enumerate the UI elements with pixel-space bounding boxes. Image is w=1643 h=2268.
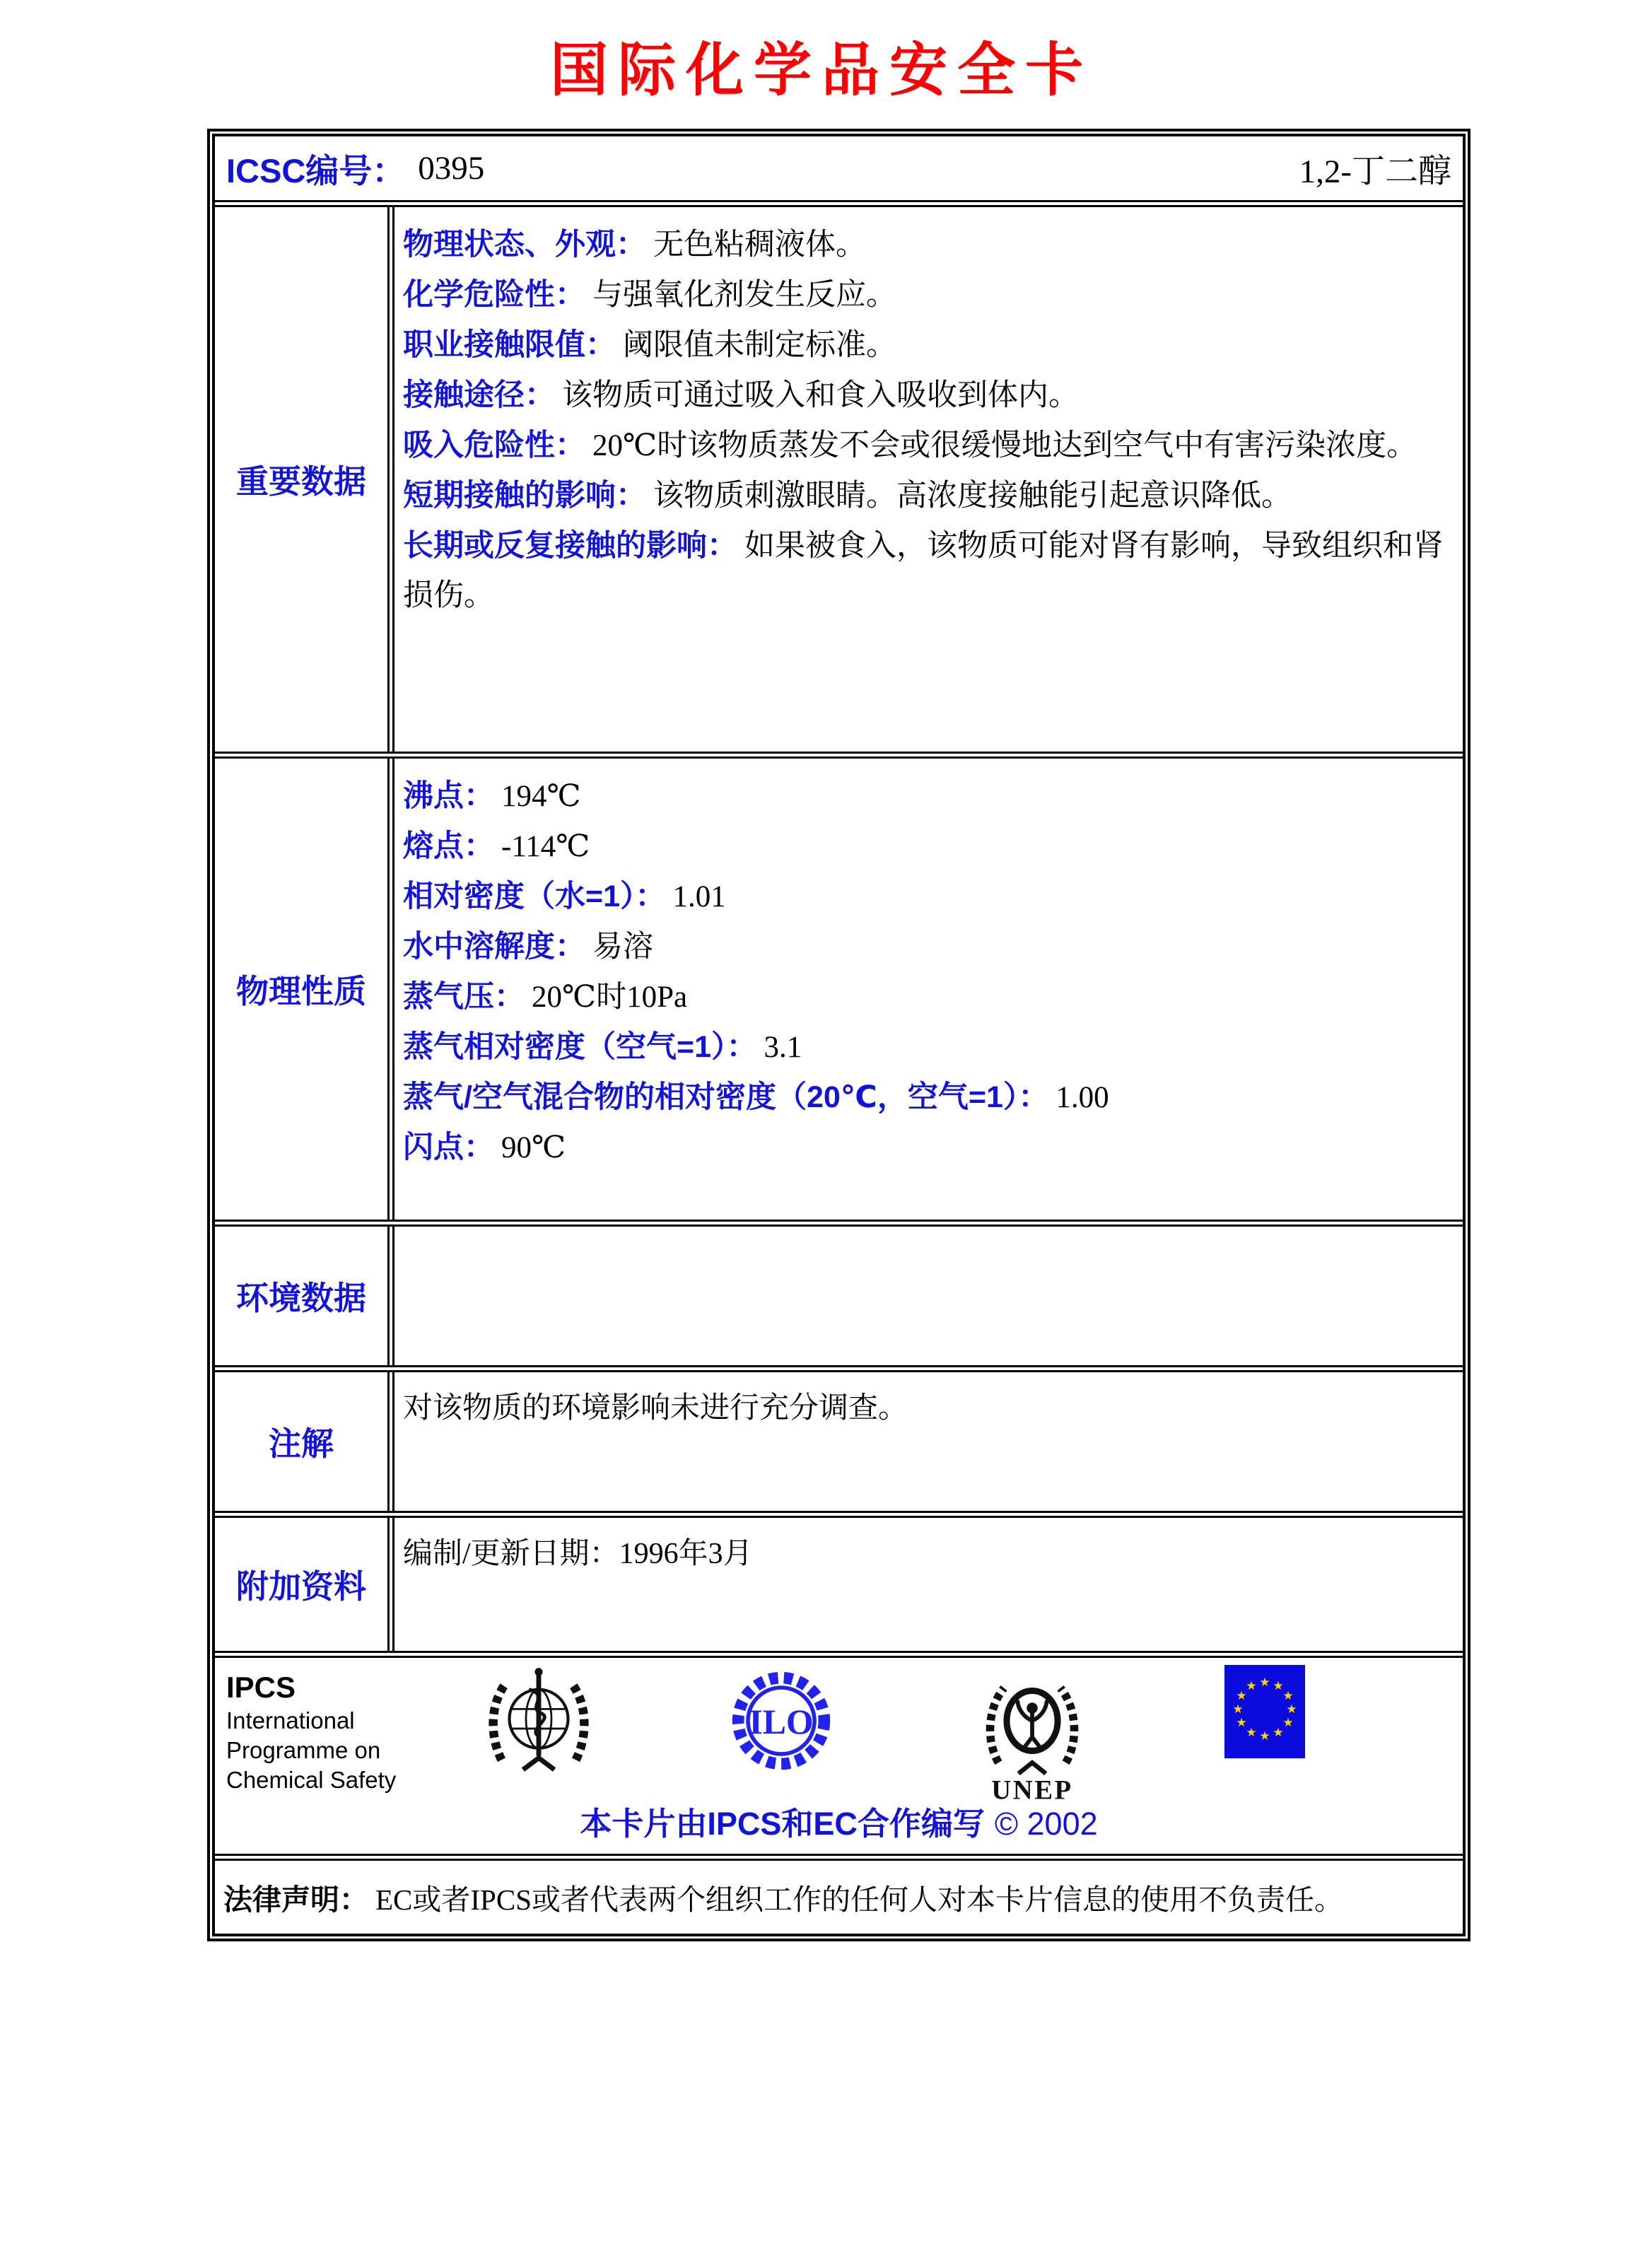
property-key: 沸点： [403,779,494,813]
property-key: 相对密度（水=1）： [403,879,666,913]
copyright-line [215,1798,1463,1844]
property-key: 物理状态、外观： [403,228,646,262]
property-key: 熔点： [403,829,494,863]
property-key: 化学危险性： [403,278,585,312]
ipcs-subtitle-line: International [226,1707,355,1734]
property-key: 接触途径： [403,378,555,412]
property-value: 易溶 [592,930,653,964]
section-label-important-data: 重要数据 [215,207,394,752]
property-line [403,922,1453,972]
property-key: 短期接触的影响： [403,479,646,513]
row-legal-notice [215,1861,1463,1934]
row-environmental-data [215,1227,1463,1372]
svg-text:★: ★ [1236,1689,1247,1703]
eu-flag-icon [1224,1665,1305,1758]
property-line [403,872,1453,922]
physical-properties-content [394,759,1463,1220]
property-line [403,421,1453,471]
property-key: 蒸气相对密度（空气=1）： [403,1030,757,1064]
header-row [215,136,1463,207]
ilo-icon [723,1662,840,1779]
svg-text:★: ★ [1273,1679,1284,1693]
ipcs-subtitle-line: Chemical Safety [226,1767,397,1793]
icsc-number-label: ICSC编号： [226,151,406,189]
property-value: 阈限值未制定标准。 [623,329,896,362]
svg-text:★: ★ [1273,1726,1284,1740]
ipcs-title: IPCS [226,1671,296,1704]
property-value: 194℃ [501,780,581,813]
property-key: 蒸气压： [403,980,525,1014]
svg-text:★: ★ [1259,1676,1270,1690]
svg-text:★: ★ [1246,1726,1257,1740]
property-line [403,270,1453,320]
svg-text:★: ★ [1282,1689,1294,1703]
property-value: 1.01 [672,880,726,913]
property-value: 无色粘稠液体。 [653,228,866,262]
svg-text:★: ★ [1236,1716,1247,1730]
svg-text:★: ★ [1286,1702,1297,1717]
legal-notice-label: 法律声明： [223,1883,368,1916]
property-key: 蒸气/空气混合物的相对密度（20℃，空气=1）： [403,1080,1049,1114]
property-value: 1.00 [1056,1081,1109,1114]
chemical-name: 1,2-丁二醇 [1299,153,1451,190]
property-line [403,1022,1453,1072]
property-key: 职业接触限值： [403,328,616,362]
row-physical-properties [215,759,1463,1227]
icsc-number-value: 0395 [418,150,485,187]
property-value: -114℃ [501,830,590,863]
section-label-environmental-data: 环境数据 [215,1227,394,1365]
section-label-additional-info: 附加资料 [215,1518,394,1651]
property-key: 水中溶解度： [403,930,585,964]
additional-info-content [394,1518,1463,1651]
ipcs-block [226,1669,396,1795]
property-value: 如果被食入，该物质可能对肾有影响，导致组织和肾损伤。 [403,530,1444,612]
svg-text:ILO: ILO [749,1702,814,1741]
property-value: 20℃时10Pa [532,981,688,1014]
icsc-card-table [207,129,1470,1941]
unep-icon [973,1661,1092,1806]
important-data-content [394,207,1463,752]
property-line [403,370,1453,421]
environmental-data-content [394,1227,1463,1365]
who-icon [478,1662,600,1779]
property-line [403,972,1453,1022]
row-logos [215,1658,1463,1861]
copyright-year: © 2002 [994,1806,1098,1842]
property-value: 3.1 [764,1031,802,1064]
property-value: 20℃时该物质蒸发不会或很缓慢地达到空气中有害污染浓度。 [592,429,1417,462]
copyright-text: 本卡片由IPCS和EC合作编写 [580,1806,985,1842]
property-key: 长期或反复接触的影响： [403,529,737,563]
svg-text:UNEP: UNEP [991,1775,1073,1806]
row-additional-info [215,1518,1463,1658]
property-key: 闪点： [403,1130,494,1164]
property-line [403,471,1453,521]
property-value: 该物质可通过吸入和食入吸收到体内。 [562,379,1079,412]
property-line [403,1072,1453,1123]
icsc-number-group [226,145,484,192]
page-title: 国际化学品安全卡 [549,36,1093,104]
notes-text: 对该物质的环境影响未进行充分调查。 [403,1392,908,1425]
property-line [403,320,1453,370]
svg-text:★: ★ [1232,1702,1244,1717]
property-value: 90℃ [501,1131,566,1164]
property-line [403,822,1453,872]
property-line [403,1123,1453,1173]
legal-notice-text: EC或者IPCS或者代表两个组织工作的任何人对本卡片信息的使用不负责任。 [375,1883,1343,1916]
property-key: 吸入危险性： [403,428,585,462]
svg-text:★: ★ [1282,1716,1294,1730]
svg-text:★: ★ [1246,1679,1257,1693]
row-important-data [215,207,1463,759]
ipcs-subtitle-line: Programme on [226,1737,381,1763]
property-line [403,771,1453,822]
property-line [403,220,1453,270]
additional-info-text: 编制/更新日期：1996年3月 [403,1538,753,1570]
svg-text:★: ★ [1259,1729,1270,1743]
section-label-physical-properties: 物理性质 [215,759,394,1220]
property-value: 与强氧化剂发生反应。 [592,279,896,312]
section-label-notes: 注解 [215,1372,394,1511]
row-notes [215,1372,1463,1518]
property-value: 该物质刺激眼睛。高浓度接触能引起意识降低。 [653,479,1292,513]
notes-content [394,1372,1463,1511]
property-line [403,521,1453,621]
